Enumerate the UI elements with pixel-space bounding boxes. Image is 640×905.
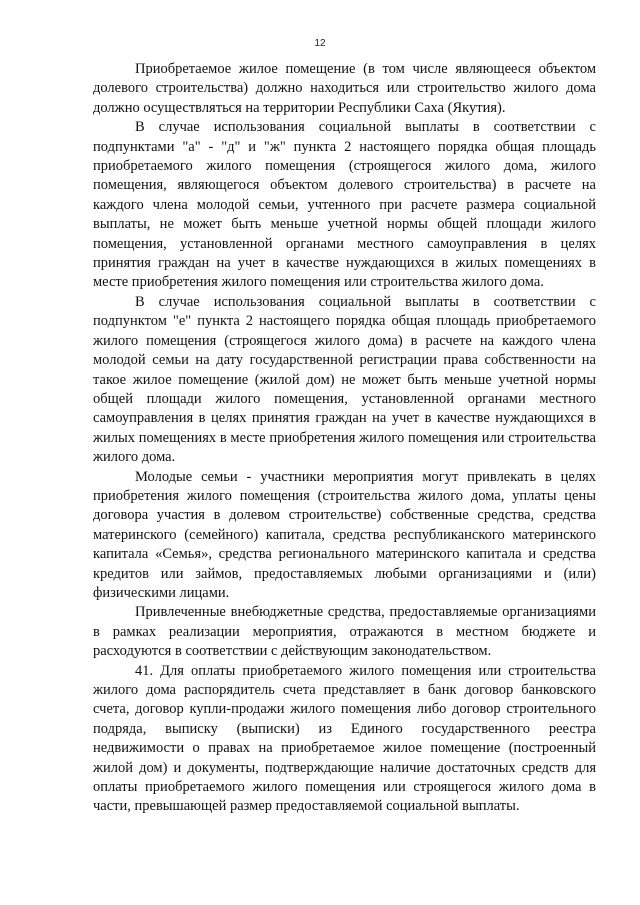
paragraph-extrabudgetary-funds: Привлеченные внебюджетные средства, предоставляемые организациями в рамках реализации мероприятия, отражаются в местном бюджете и расходуются в соответствии с действующим законодательством.	[93, 604, 596, 660]
page-number: 12	[314, 38, 326, 49]
document-body	[93, 60, 596, 817]
paragraph-area-subpoint-e: В случае использования социальной выплаты в соответствии с подпунктом "е" пункта 2 настоящего порядка общая площадь приобретаемого жилого помещения (строящегося жилого дома) в расчете на каждого члена молодой семьи на дату государственной регистрации права собственности на такое жилое помещение (жилой дом) не может быть меньше учетной нормы общей площади жилого помещения, установленной органами местного самоуправления в целях принятия граждан на учет в качестве нуждающихся в жилых помещениях в месте приобретения жилого помещения или строительства жилого дома.	[93, 293, 596, 466]
paragraph-area-subpoints-a-zh: В случае использования социальной выплаты в соответствии с подпунктами "а" - "д" и "ж" пункта 2 настоящего порядка общая площадь приобретаемого жилого помещения (строящегося жилого дома, жилого помещения, являющегося объектом долевого строительства) в расчете на каждого члена молодой семьи, учтенного при расчете размера социальной выплаты, не может быть меньше учетной нормы общей площади жилого помещения, установленной органами местного самоуправления в целях принятия граждан на учет в качестве нуждающихся в жилых помещениях в месте приобретения жилого помещения или строительства жилого дома.	[93, 119, 596, 291]
paragraph-item-41: 41. Для оплаты приобретаемого жилого помещения или строительства жилого дома распорядитель счета представляет в банк договор банковского счета, договор купли-продажи жилого помещения либо договор строительного подряда, выписку (выписки) из Единого государственного реестра недвижимости о правах на приобретаемое жилое помещение (построенный жилой дом) и документы, подтверждающие наличие достаточных средств для оплаты приобретаемого жилого помещения или строящегося жилого дома в части, превышающей размер предоставляемой социальной выплаты.	[93, 662, 596, 815]
paragraph-own-funds: Молодые семьи - участники мероприятия могут привлекать в целях приобретения жилого помещения (строительства жилого дома, уплаты цены договора участия в долевом строительстве) собственные средства, средства материнского (семейного) капитала, средства республиканского материнского капитала «Семья», средства регионального материнского капитала и средства кредитов или займов, предоставляемых любыми организациями и (или) физическими лицами.	[93, 468, 596, 601]
paragraph-territory: Приобретаемое жилое помещение (в том числе являющееся объектом долевого строительства) должно находиться или строительство жилого дома должно осуществляться на территории Республики Саха (Якутия).	[93, 61, 596, 116]
